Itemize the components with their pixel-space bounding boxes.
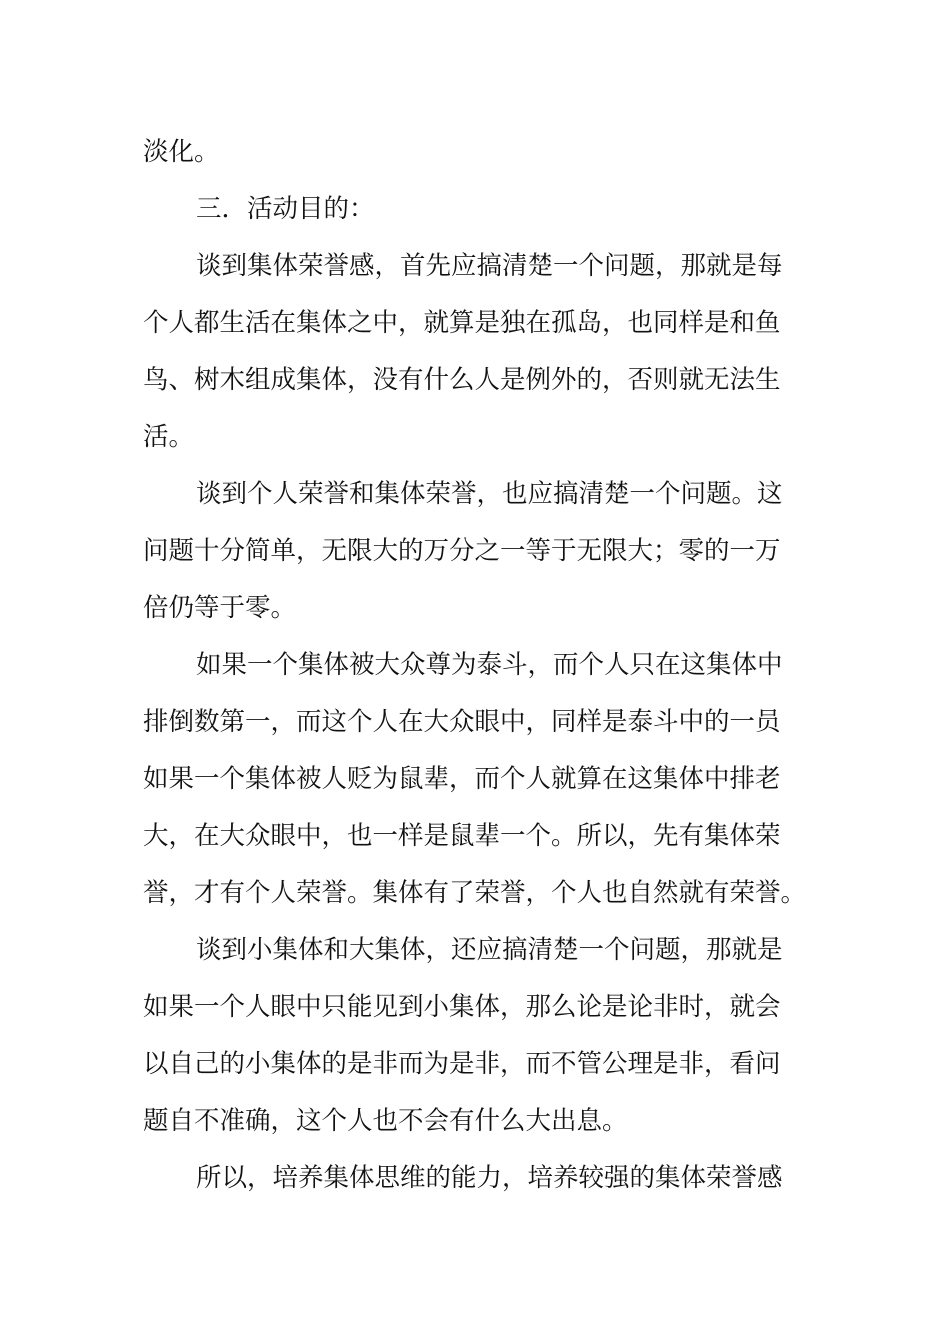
text-line: 誉，才有个人荣誉。集体有了荣誉，个人也自然就有荣誉。 (143, 878, 807, 908)
text-line: 问题十分简单，无限大的万分之一等于无限大；零的一万 (143, 536, 781, 566)
text-line: 排倒数第一，而这个人在大众眼中，同样是泰斗中的一员 (143, 707, 781, 737)
document-body (143, 124, 808, 1207)
text-line: 个人都生活在集体之中，就算是独在孤岛，也同样是和鱼 (143, 308, 781, 338)
text-line: 谈到个人荣誉和集体荣誉，也应搞清楚一个问题。这 (196, 479, 783, 509)
text-line: 谈到集体荣誉感，首先应搞清楚一个问题，那就是每 (196, 251, 783, 281)
text-line: 倍仍等于零。 (143, 593, 297, 623)
section-heading: 三．活动目的： (196, 194, 375, 224)
text-line: 谈到小集体和大集体，还应搞清楚一个问题，那就是 (196, 935, 783, 965)
text-line: 以自己的小集体的是非而为是非，而不管公理是非，看问 (143, 1049, 781, 1079)
text-line: 大，在大众眼中，也一样是鼠辈一个。所以，先有集体荣 (143, 821, 781, 851)
text-line: 如果一个集体被大众尊为泰斗，而个人只在这集体中 (196, 650, 783, 680)
text-line: 题自不准确，这个人也不会有什么大出息。 (143, 1106, 628, 1136)
text-line: 淡化。 (143, 137, 220, 167)
text-line: 鸟、树木组成集体，没有什么人是例外的，否则就无法生 (143, 365, 781, 395)
text-line: 所以，培养集体思维的能力，培养较强的集体荣誉感 (196, 1163, 783, 1193)
text-line: 活。 (143, 422, 195, 452)
text-line: 如果一个人眼中只能见到小集体，那么论是论非时，就会 (143, 992, 781, 1022)
text-line: 如果一个集体被人贬为鼠辈，而个人就算在这集体中排老 (143, 764, 781, 794)
